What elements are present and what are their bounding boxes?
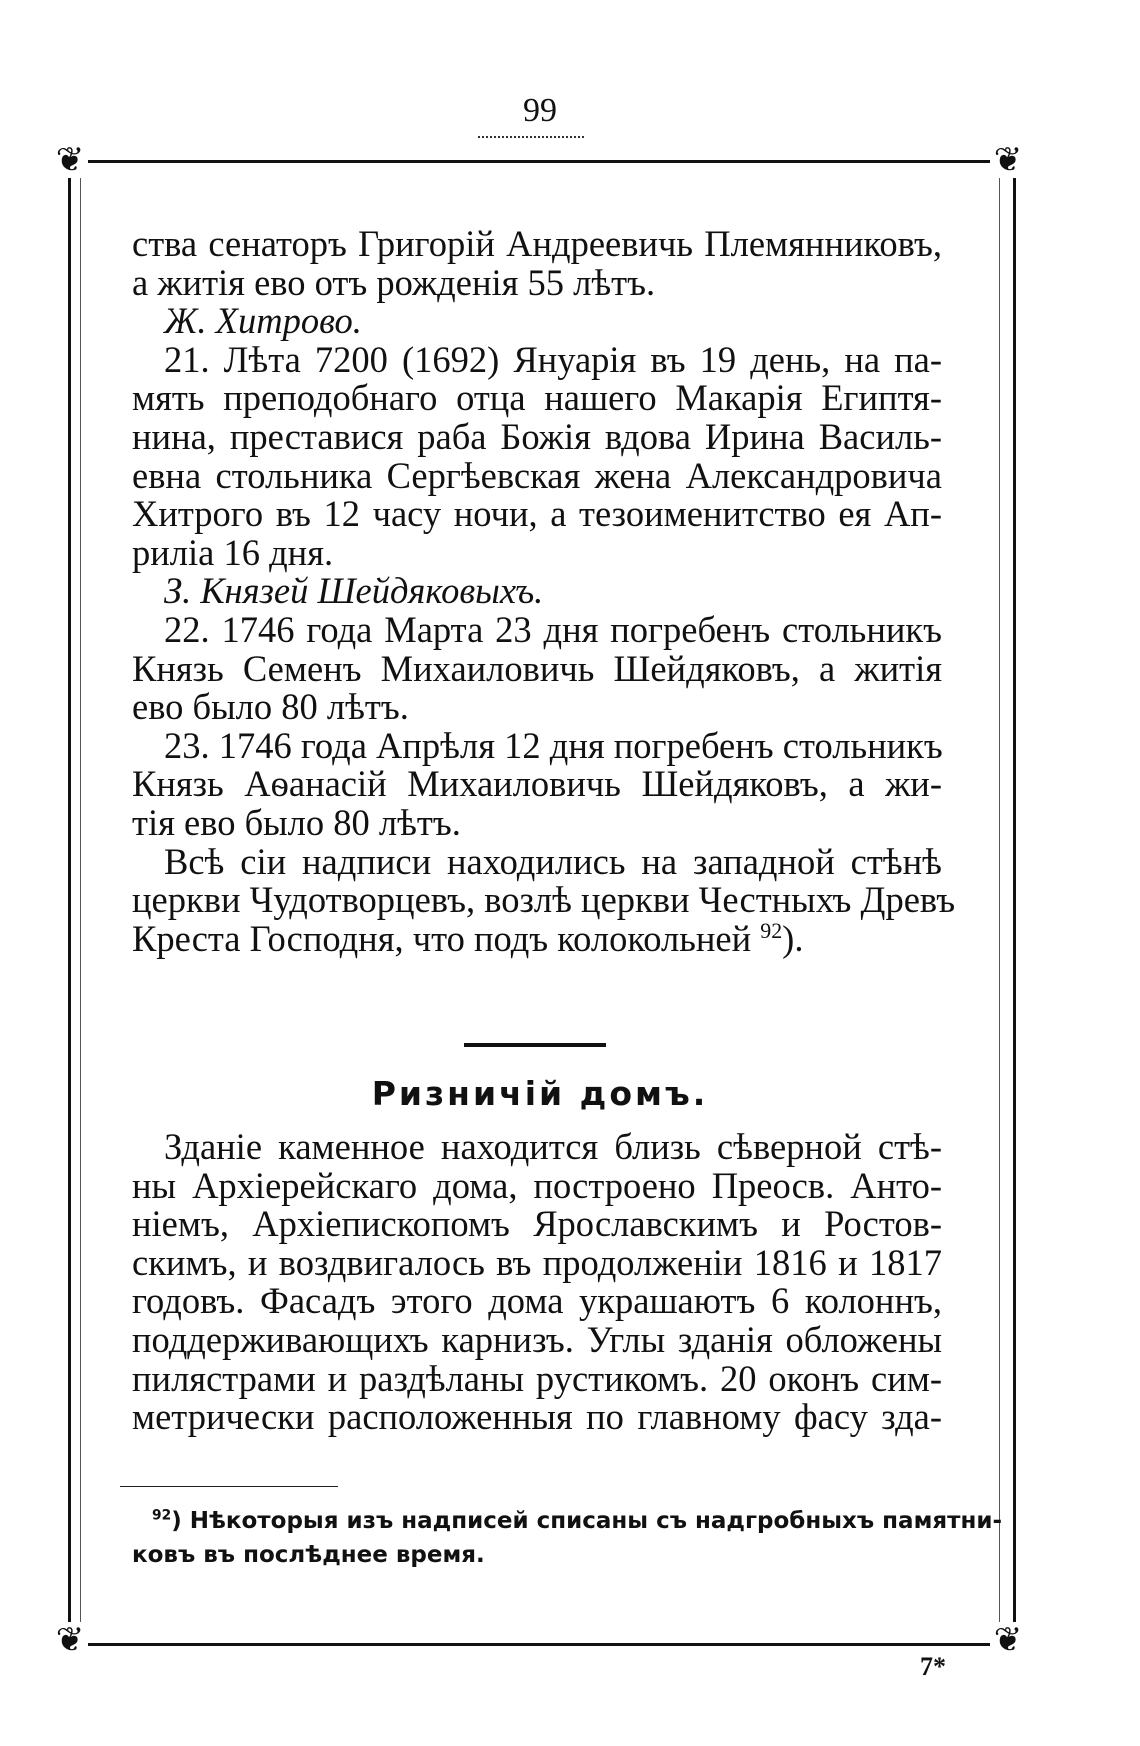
text-line: церкви Чудотворцевъ, возлѣ церкви Честныхъ Древъ	[132, 879, 956, 921]
text-line: 22. 1746 года Марта 23 дня погребенъ стольникъ	[164, 608, 942, 650]
text-line: Зданіе каменное находится близь сѣверной стѣ-	[164, 1126, 942, 1167]
text-line: годовъ. Фасадъ этого дома украшаютъ 6 колоннъ,	[132, 1280, 942, 1322]
text-line: нина, преставися раба Божія вдова Ирина Василь-	[132, 415, 942, 457]
footnote-rule	[120, 1486, 338, 1487]
text-line: метрически расположенныя по главному фасу зда-	[132, 1396, 942, 1438]
corner-ornament-icon: ❦	[52, 1622, 88, 1658]
footnote-line	[132, 1504, 1003, 1538]
text-line: поддерживающихъ карнизъ. Углы зданія обложены	[132, 1318, 942, 1360]
text-line: ны Архіерейскаго дома, построено Преосв. Анто-	[132, 1164, 942, 1206]
text-line: мять преподобнаго отца нашего Макарія Египтя-	[132, 377, 942, 419]
corner-ornament-icon: ❦	[52, 142, 88, 178]
footnote-reference: 92	[760, 917, 783, 943]
text-line: риліа 16 дня.	[132, 531, 334, 573]
footnote-line: ковъ въ послѣднее время.	[132, 1542, 485, 1568]
page-number-underline	[478, 131, 584, 138]
text-line: ніемъ, Архіепископомъ Ярославскимъ и Ростов-	[132, 1203, 942, 1245]
page-number: 99	[523, 92, 557, 129]
family-heading: З. Князей Шейдяковыхъ.	[164, 570, 544, 612]
text-line: Хитрого въ 12 часу ночи, а тезоименитство ея Ап-	[132, 493, 942, 535]
corner-ornament-icon: ❦	[990, 142, 1026, 178]
corner-ornament-icon: ❦	[990, 1622, 1026, 1658]
text-line: Всѣ сіи надписи находились на западной стѣнѣ	[164, 840, 942, 882]
text-line: а житія ево отъ рожденія 55 лѣтъ.	[132, 261, 656, 303]
body-text-bottom	[132, 1128, 942, 1437]
body-text-top	[132, 223, 956, 959]
footnote-marker: 92	[152, 1507, 172, 1524]
text-line: Князь Аѳанасій Михаиловичь Шейдяковъ, а жи-	[132, 763, 942, 805]
footnote-text: ) Нѣкоторыя изъ надписей списаны съ надгробныхъ памятни-	[171, 1508, 1003, 1534]
text-line: 21. Лѣта 7200 (1692) Януарія въ 19 день, на па-	[164, 338, 942, 380]
text-line: Креста Господня, что подъ колокольней	[132, 917, 752, 959]
text-line: пилястрами и раздѣланы рустикомъ. 20 оконъ сим-	[132, 1357, 942, 1399]
section-heading: Ризничій домъ.	[371, 1074, 709, 1113]
text-line: Князь Семенъ Михаиловичь Шейдяковъ, а житія	[132, 647, 942, 689]
section-divider	[464, 1043, 606, 1047]
text-line: скимъ, и воздвигалось въ продолженіи 1816 и 1817	[132, 1241, 942, 1283]
footnote	[132, 1504, 1003, 1572]
text-line: 23. 1746 года Апрѣля 12 дня погребенъ стольникъ	[164, 724, 943, 766]
text-line: ства сенаторъ Григорій Андреевичь Племянниковъ,	[132, 223, 942, 264]
signature-mark: 7*	[920, 1652, 946, 1681]
footnote-reference-close: ).	[782, 917, 804, 959]
text-line: евна стольника Сергѣевская жена Александровича	[132, 454, 942, 496]
family-heading: Ж. Хитрово.	[164, 300, 362, 342]
text-line: тія ево было 80 лѣтъ.	[132, 801, 461, 843]
text-line: ево было 80 лѣтъ.	[132, 686, 409, 728]
text-line-with-footnote	[132, 917, 942, 959]
